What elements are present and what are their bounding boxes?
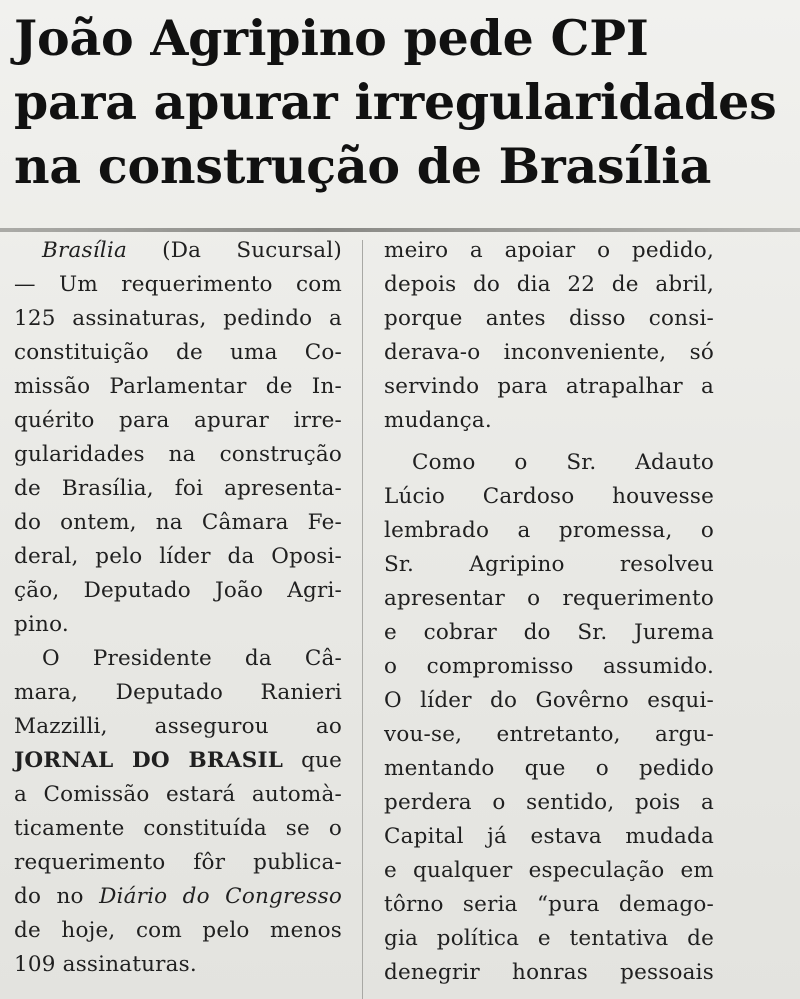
text-line: mentando que o pedido xyxy=(384,756,714,781)
text-line: derava-o inconveniente, só xyxy=(384,340,714,365)
text-line: de Brasília, foi apresenta- xyxy=(14,476,342,501)
text-line: — Um requerimento com xyxy=(14,272,342,297)
text-fragment: do no xyxy=(14,884,84,909)
text-line-diario xyxy=(14,880,342,914)
text-line: mudança. xyxy=(384,408,492,433)
text-line: Lúcio Cardoso houvesse xyxy=(384,484,714,509)
text-line: pino. xyxy=(14,612,69,637)
headline-rule xyxy=(0,228,800,232)
headline-line-3: na construção de Brasília xyxy=(14,137,712,195)
text-line: missão Parlamentar de In- xyxy=(14,374,342,399)
text-line: quérito para apurar irre- xyxy=(14,408,342,433)
dateline xyxy=(14,234,342,268)
text-line: a Comissão estará automà- xyxy=(14,782,342,807)
text-line: lembrado a promessa, o xyxy=(384,518,714,543)
text-line: apresentar o requerimento xyxy=(384,586,714,611)
text-fragment: que xyxy=(301,748,342,773)
text-line: constituição de uma Co- xyxy=(14,340,342,365)
headline xyxy=(14,6,794,198)
column-divider xyxy=(362,240,363,999)
text-line: Capital já estava mudada xyxy=(384,824,714,849)
text-line: Sr. Agripino resolveu xyxy=(384,552,714,577)
article-column-right xyxy=(384,234,714,990)
publication-name: Diário do Congresso xyxy=(99,884,342,909)
headline-line-2: para apurar irregularidades xyxy=(14,73,777,131)
text-line: tôrno seria “pura demago- xyxy=(384,892,714,917)
text-line: perdera o sentido, pois a xyxy=(384,790,714,815)
text-line: gia política e tentativa de xyxy=(384,926,714,951)
text-line: mara, Deputado Ranieri xyxy=(14,680,342,705)
text-line: requerimento fôr publica- xyxy=(14,850,342,875)
text-line: o compromisso assumido. xyxy=(384,654,714,679)
text-line: ção, Deputado João Agri- xyxy=(14,578,342,603)
text-line: 109 assinaturas. xyxy=(14,952,197,977)
headline-line-1: João Agripino pede CPI xyxy=(14,9,649,67)
text-line: gularidades na construção xyxy=(14,442,342,467)
text-line: denegrir honras pessoais xyxy=(384,960,714,985)
text-line: 125 assinaturas, pedindo a xyxy=(14,306,342,331)
text-line: depois do dia 22 de abril, xyxy=(384,272,714,297)
text-line: O líder do Govêrno esqui- xyxy=(384,688,714,713)
text-line: O Presidente da Câ- xyxy=(42,646,342,671)
text-line: ticamente constituída se o xyxy=(14,816,342,841)
dateline-place: Brasília xyxy=(42,238,127,263)
text-line: porque antes disso consi- xyxy=(384,306,714,331)
text-line: Mazzilli, assegurou ao xyxy=(14,714,342,739)
text-line: vou-se, entretanto, argu- xyxy=(384,722,714,747)
text-line: e qualquer especulação em xyxy=(384,858,714,883)
text-line: do ontem, na Câmara Fe- xyxy=(14,510,342,535)
dateline-source: (Da Sucursal) xyxy=(162,238,342,263)
text-line: deral, pelo líder da Oposi- xyxy=(14,544,342,569)
text-line: servindo para atrapalhar a xyxy=(384,374,714,399)
newspaper-name: JORNAL DO BRASIL xyxy=(14,748,284,773)
text-line: Como o Sr. Adauto xyxy=(412,450,714,475)
text-line: e cobrar do Sr. Jurema xyxy=(384,620,714,645)
text-line: meiro a apoiar o pedido, xyxy=(384,238,714,263)
article-column-left xyxy=(14,234,342,982)
text-line: de hoje, com pelo menos xyxy=(14,918,342,943)
text-line-jornal xyxy=(14,744,342,778)
